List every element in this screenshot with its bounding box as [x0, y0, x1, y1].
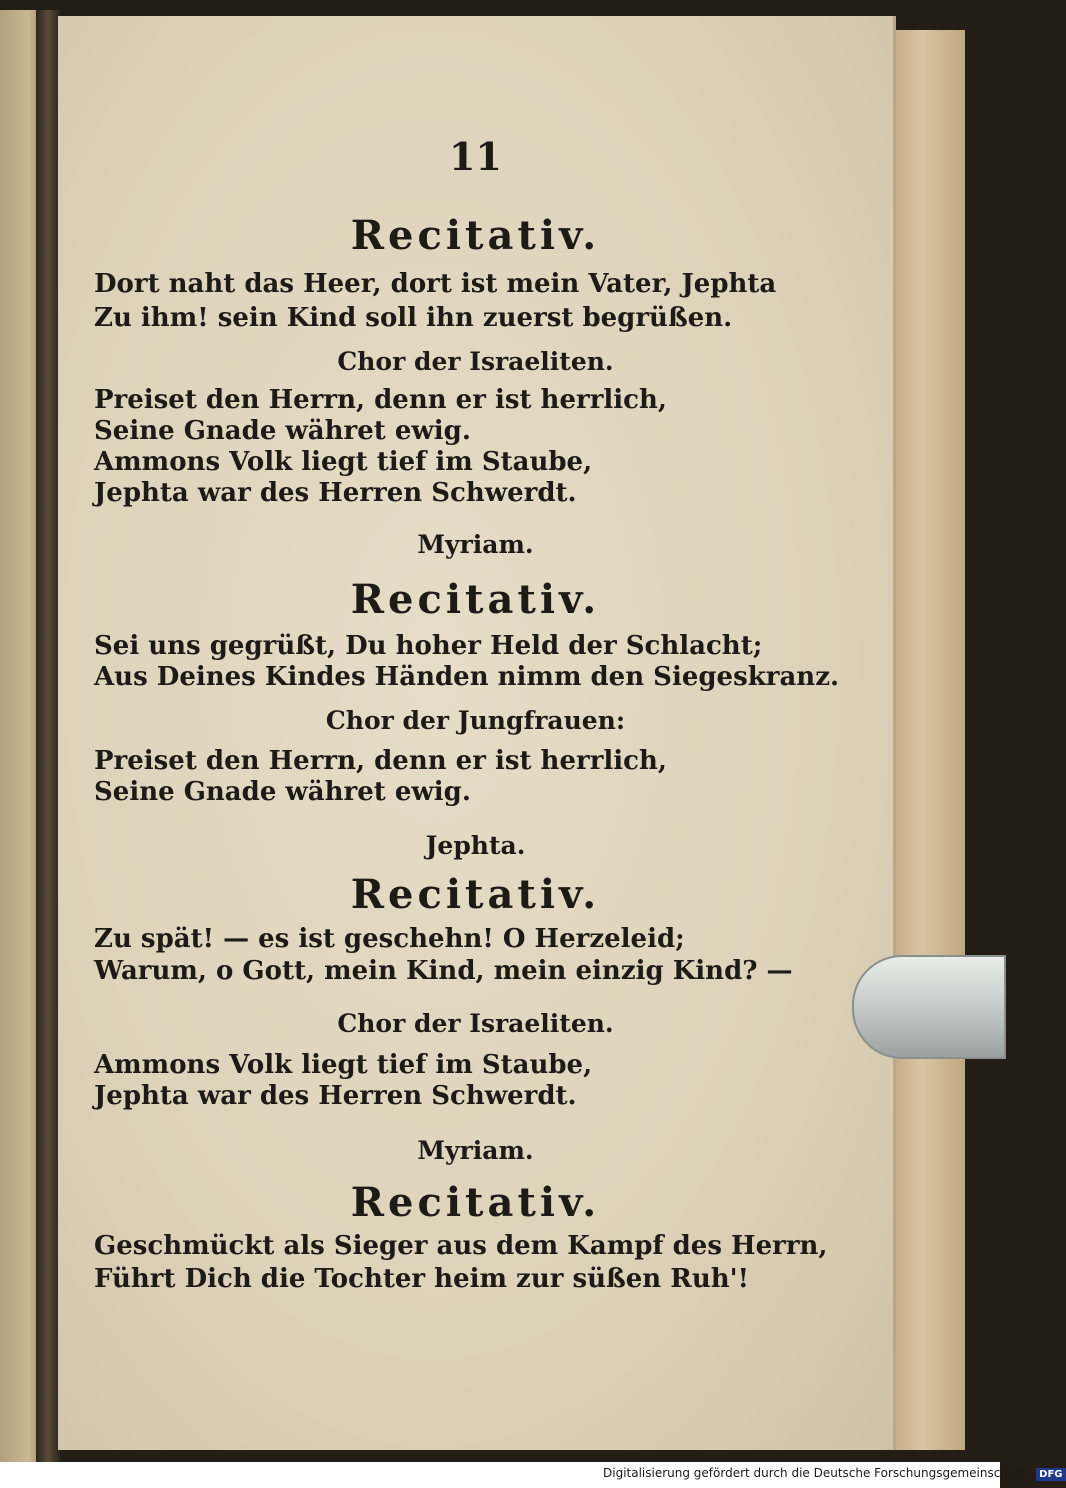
- page-text: [58, 16, 893, 1450]
- speaker-heading: Jephta.: [425, 831, 526, 860]
- text-line: Ammons Volk liegt tief im Staube,: [94, 1050, 593, 1080]
- text-line: Warum, o Gott, mein Kind, mein einzig Kind? —: [94, 956, 793, 986]
- text-line: Geschmückt als Sieger aus dem Kampf des Herrn,: [94, 1231, 828, 1261]
- text-line: Preiset den Herrn, denn er ist herrlich,: [94, 385, 667, 415]
- speaker-heading: Myriam.: [417, 530, 534, 559]
- section-heading: Recitativ.: [350, 871, 601, 918]
- section-heading: Recitativ.: [350, 212, 601, 259]
- page-stack-edge: [893, 30, 965, 1450]
- text-line: Sei uns gegrüßt, Du hoher Held der Schlacht;: [94, 631, 763, 661]
- speaker-heading: Chor der Israeliten.: [337, 347, 614, 376]
- text-line: Führt Dich die Tochter heim zur süßen Ruh'!: [94, 1264, 750, 1294]
- text-line: Jephta war des Herren Schwerdt.: [94, 478, 577, 508]
- text-line: Seine Gnade währet ewig.: [94, 777, 471, 807]
- funding-footer: [603, 1466, 1066, 1481]
- section-heading: Recitativ.: [350, 1179, 601, 1226]
- book-page: [58, 16, 896, 1450]
- text-line: Ammons Volk liegt tief im Staube,: [94, 447, 593, 477]
- speaker-heading: Chor der Israeliten.: [337, 1009, 614, 1038]
- footer-text: Digitalisierung gefördert durch die Deutsche Forschungsgemeinschaft -: [603, 1466, 1033, 1480]
- text-line: Zu ihm! sein Kind soll ihn zuerst begrüßen.: [94, 303, 733, 333]
- text-line: Preiset den Herrn, denn er ist herrlich,: [94, 746, 667, 776]
- speaker-heading: Myriam.: [417, 1136, 534, 1165]
- text-line: Dort naht das Heer, dort ist mein Vater, Jephta: [94, 269, 777, 299]
- text-line: Zu spät! — es ist geschehn! O Herzeleid;: [94, 924, 685, 954]
- text-line: Seine Gnade währet ewig.: [94, 416, 471, 446]
- paper-clip: [852, 955, 1006, 1059]
- section-heading: Recitativ.: [350, 576, 601, 623]
- page-number: 11: [449, 134, 502, 179]
- text-line: Aus Deines Kindes Händen nimm den Siegeskranz.: [94, 662, 840, 692]
- speaker-heading: Chor der Jungfrauen:: [325, 706, 626, 735]
- dfg-logo: DFG: [1036, 1468, 1065, 1481]
- text-line: Jephta war des Herren Schwerdt.: [94, 1081, 577, 1111]
- book-spine: [36, 10, 60, 1462]
